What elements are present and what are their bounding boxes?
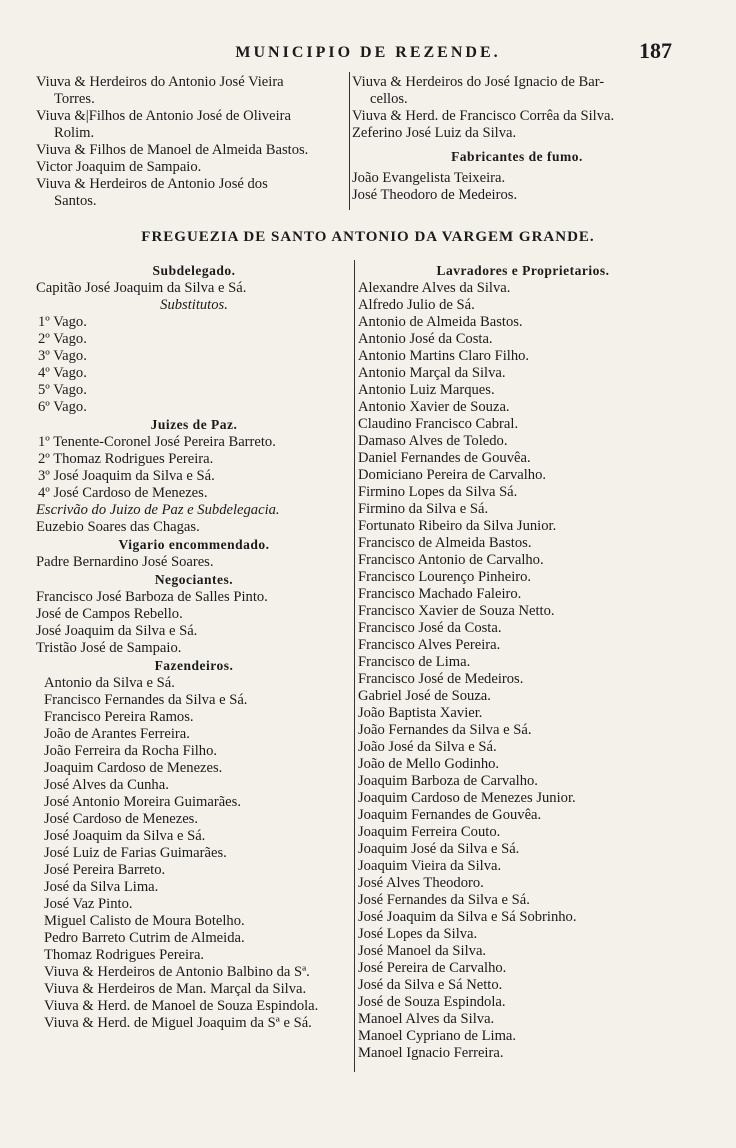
section-heading-subdelegado: Subdelegado. <box>152 263 236 278</box>
list-item: Miguel Calisto de Moura Botelho. <box>44 913 245 929</box>
list-item: Claudino Francisco Cabral. <box>358 416 519 432</box>
list-item: José Manoel da Silva. <box>358 943 487 959</box>
section-heading-substitutos: Substitutos. <box>160 297 228 313</box>
page-title: MUNICIPIO DE REZENDE. <box>235 44 501 61</box>
list-item: Firmino da Silva e Sá. <box>358 501 489 517</box>
list-item: Joaquim Cardoso de Menezes Junior. <box>358 790 576 806</box>
list-item: Joaquim Barboza de Carvalho. <box>358 773 538 789</box>
list-item: Joaquim Vieira da Silva. <box>358 858 502 874</box>
list-item: Viuva & Herdeiros de Man. Marçal da Silva. <box>44 981 307 997</box>
list-item: José Alves Theodoro. <box>358 875 484 891</box>
list-item: 4º José Cardoso de Menezes. <box>38 485 208 501</box>
list-item: 1º Tenente-Coronel José Pereira Barreto. <box>38 434 276 450</box>
top-left-list <box>36 74 348 210</box>
column-divider <box>354 260 355 1072</box>
list-item: José da Silva e Sá Netto. <box>358 977 503 993</box>
list-item: 5º Vago. <box>38 382 87 398</box>
list-item: Gabriel José de Souza. <box>358 688 491 704</box>
list-item: Antonio Martins Claro Filho. <box>358 348 530 364</box>
list-item: Francisco Machado Faleiro. <box>358 586 522 602</box>
list-item: Antonio Marçal da Silva. <box>358 365 506 381</box>
list-item: José Pereira Barreto. <box>44 862 166 878</box>
list-item: 2º Thomaz Rodrigues Pereira. <box>38 451 214 467</box>
right-column <box>358 262 688 1062</box>
list-item: Manoel Ignacio Ferreira. <box>358 1045 504 1061</box>
list-item: Daniel Fernandes de Gouvêa. <box>358 450 531 466</box>
list-item: Fortunato Ribeiro da Silva Junior. <box>358 518 557 534</box>
list-item: Rolim. <box>54 125 95 141</box>
list-item: José Luiz de Farias Guimarães. <box>44 845 227 861</box>
section-heading-fabricantes: Fabricantes de fumo. <box>451 149 583 164</box>
list-item: Alexandre Alves da Silva. <box>358 280 511 296</box>
list-item: Francisco Pereira Ramos. <box>44 709 194 725</box>
list-item: Francisco de Almeida Bastos. <box>358 535 532 551</box>
subdelegado-name: Capitão José Joaquim da Silva e Sá. <box>36 280 247 296</box>
list-item: Joaquim José da Silva e Sá. <box>358 841 520 857</box>
list-item: Francisco José de Medeiros. <box>358 671 524 687</box>
list-item: José Joaquim da Silva e Sá. <box>44 828 206 844</box>
list-item: Victor Joaquim de Sampaio. <box>36 159 202 175</box>
list-item: Antonio da Silva e Sá. <box>44 675 175 691</box>
list-item: 4º Vago. <box>38 365 87 381</box>
section-heading-vigario: Vigario encommendado. <box>118 537 270 552</box>
list-item: José de Souza Espindola. <box>358 994 506 1010</box>
list-item: Santos. <box>54 193 97 209</box>
list-item: 1º Vago. <box>38 314 87 330</box>
list-item: Antonio Xavier de Souza. <box>358 399 510 415</box>
freguezia-heading: FREGUEZIA DE SANTO ANTONIO DA VARGEM GRANDE. <box>141 229 595 245</box>
substitutos-list <box>36 314 352 416</box>
column-divider <box>349 72 350 210</box>
list-item: Francisco José Barboza de Salles Pinto. <box>36 589 268 605</box>
list-item: Antonio José da Costa. <box>358 331 493 347</box>
list-item: Tristão José de Sampaio. <box>36 640 182 656</box>
left-column <box>36 262 352 1032</box>
section-heading-fazendeiros: Fazendeiros. <box>154 658 234 673</box>
list-item: Francisco José da Costa. <box>358 620 502 636</box>
list-item: Damaso Alves de Toledo. <box>358 433 508 449</box>
juizes-list <box>36 434 352 502</box>
list-item: Domiciano Pereira de Carvalho. <box>358 467 547 483</box>
list-item: Viuva & Herdeiros do Antonio José Vieira <box>36 74 284 90</box>
list-item: Zeferino José Luiz da Silva. <box>352 125 517 141</box>
list-item: José Pereira de Carvalho. <box>358 960 507 976</box>
list-item: Manoel Alves da Silva. <box>358 1011 495 1027</box>
list-item: Francisco Antonio de Carvalho. <box>358 552 544 568</box>
list-item: José Joaquim da Silva e Sá Sobrinho. <box>358 909 577 925</box>
list-item: José Theodoro de Medeiros. <box>352 187 518 203</box>
list-item: Torres. <box>54 91 95 107</box>
list-item: Antonio de Almeida Bastos. <box>358 314 523 330</box>
list-item: João de Arantes Ferreira. <box>44 726 190 742</box>
list-item: José Fernandes da Silva e Sá. <box>358 892 530 908</box>
section-heading-lavradores: Lavradores e Proprietarios. <box>436 263 610 278</box>
list-item: Viuva & Herdeiros do José Ignacio de Bar- <box>352 74 605 90</box>
list-item: cellos. <box>370 91 408 107</box>
list-item: José de Campos Rebello. <box>36 606 183 622</box>
list-item: José Antonio Moreira Guimarães. <box>44 794 241 810</box>
list-item: João Ferreira da Rocha Filho. <box>44 743 218 759</box>
list-item: Viuva & Herd. de Miguel Joaquim da Sª e Sá. <box>44 1015 312 1031</box>
page-number: 187 <box>639 38 672 63</box>
escrivao-name: Euzebio Soares das Chagas. <box>36 519 200 535</box>
list-item: Thomaz Rodrigues Pereira. <box>44 947 205 963</box>
fazendeiros-list <box>36 675 352 1032</box>
list-item: Francisco Xavier de Souza Netto. <box>358 603 555 619</box>
list-item: Manoel Cypriano de Lima. <box>358 1028 517 1044</box>
list-item: Firmino Lopes da Silva Sá. <box>358 484 518 500</box>
lavradores-list <box>358 280 688 1062</box>
vigario-name: Padre Bernardino José Soares. <box>36 554 214 570</box>
negociantes-list <box>36 589 352 657</box>
list-item: Francisco de Lima. <box>358 654 471 670</box>
list-item: Francisco Fernandes da Silva e Sá. <box>44 692 248 708</box>
list-item: Viuva & Herdeiros de Antonio Balbino da Sª. <box>44 964 310 980</box>
list-item: Francisco Alves Pereira. <box>358 637 501 653</box>
list-item: Alfredo Julio de Sá. <box>358 297 475 313</box>
list-item: Viuva & Herd. de Manoel de Souza Espindola. <box>44 998 319 1014</box>
list-item: Viuva &|Filhos de Antonio José de Oliveira <box>36 108 291 124</box>
page-header <box>0 38 736 66</box>
list-item: Joaquim Fernandes de Gouvêa. <box>358 807 542 823</box>
list-item: João Fernandes da Silva e Sá. <box>358 722 532 738</box>
list-item: João Baptista Xavier. <box>358 705 483 721</box>
list-item: José Vaz Pinto. <box>44 896 133 912</box>
list-item: José Lopes da Silva. <box>358 926 478 942</box>
list-item: José Joaquim da Silva e Sá. <box>36 623 198 639</box>
list-item: João Evangelista Teixeira. <box>352 170 506 186</box>
section-heading-negociantes: Negociantes. <box>154 572 234 587</box>
list-item: José Cardoso de Menezes. <box>44 811 199 827</box>
list-item: José da Silva Lima. <box>44 879 159 895</box>
escrivao-title: Escrivão do Juizo de Paz e Subdelegacia. <box>36 502 280 518</box>
list-item: 3º José Joaquim da Silva e Sá. <box>38 468 215 484</box>
list-item: João de Mello Godinho. <box>358 756 500 772</box>
section-heading-juizes: Juizes de Paz. <box>150 417 238 432</box>
list-item: Joaquim Cardoso de Menezes. <box>44 760 223 776</box>
list-item: Pedro Barreto Cutrim de Almeida. <box>44 930 245 946</box>
list-item: Viuva & Herd. de Francisco Corrêa da Silva. <box>352 108 615 124</box>
list-item: 3º Vago. <box>38 348 87 364</box>
list-item: Antonio Luiz Marques. <box>358 382 495 398</box>
list-item: Joaquim Ferreira Couto. <box>358 824 501 840</box>
list-item: João José da Silva e Sá. <box>358 739 497 755</box>
list-item: 6º Vago. <box>38 399 87 415</box>
list-item: Francisco Lourenço Pinheiro. <box>358 569 532 585</box>
list-item: Viuva & Filhos de Manoel de Almeida Bastos. <box>36 142 309 158</box>
list-item: José Alves da Cunha. <box>44 777 169 793</box>
top-right-list <box>352 74 682 204</box>
list-item: Viuva & Herdeiros de Antonio José dos <box>36 176 268 192</box>
list-item: 2º Vago. <box>38 331 87 347</box>
